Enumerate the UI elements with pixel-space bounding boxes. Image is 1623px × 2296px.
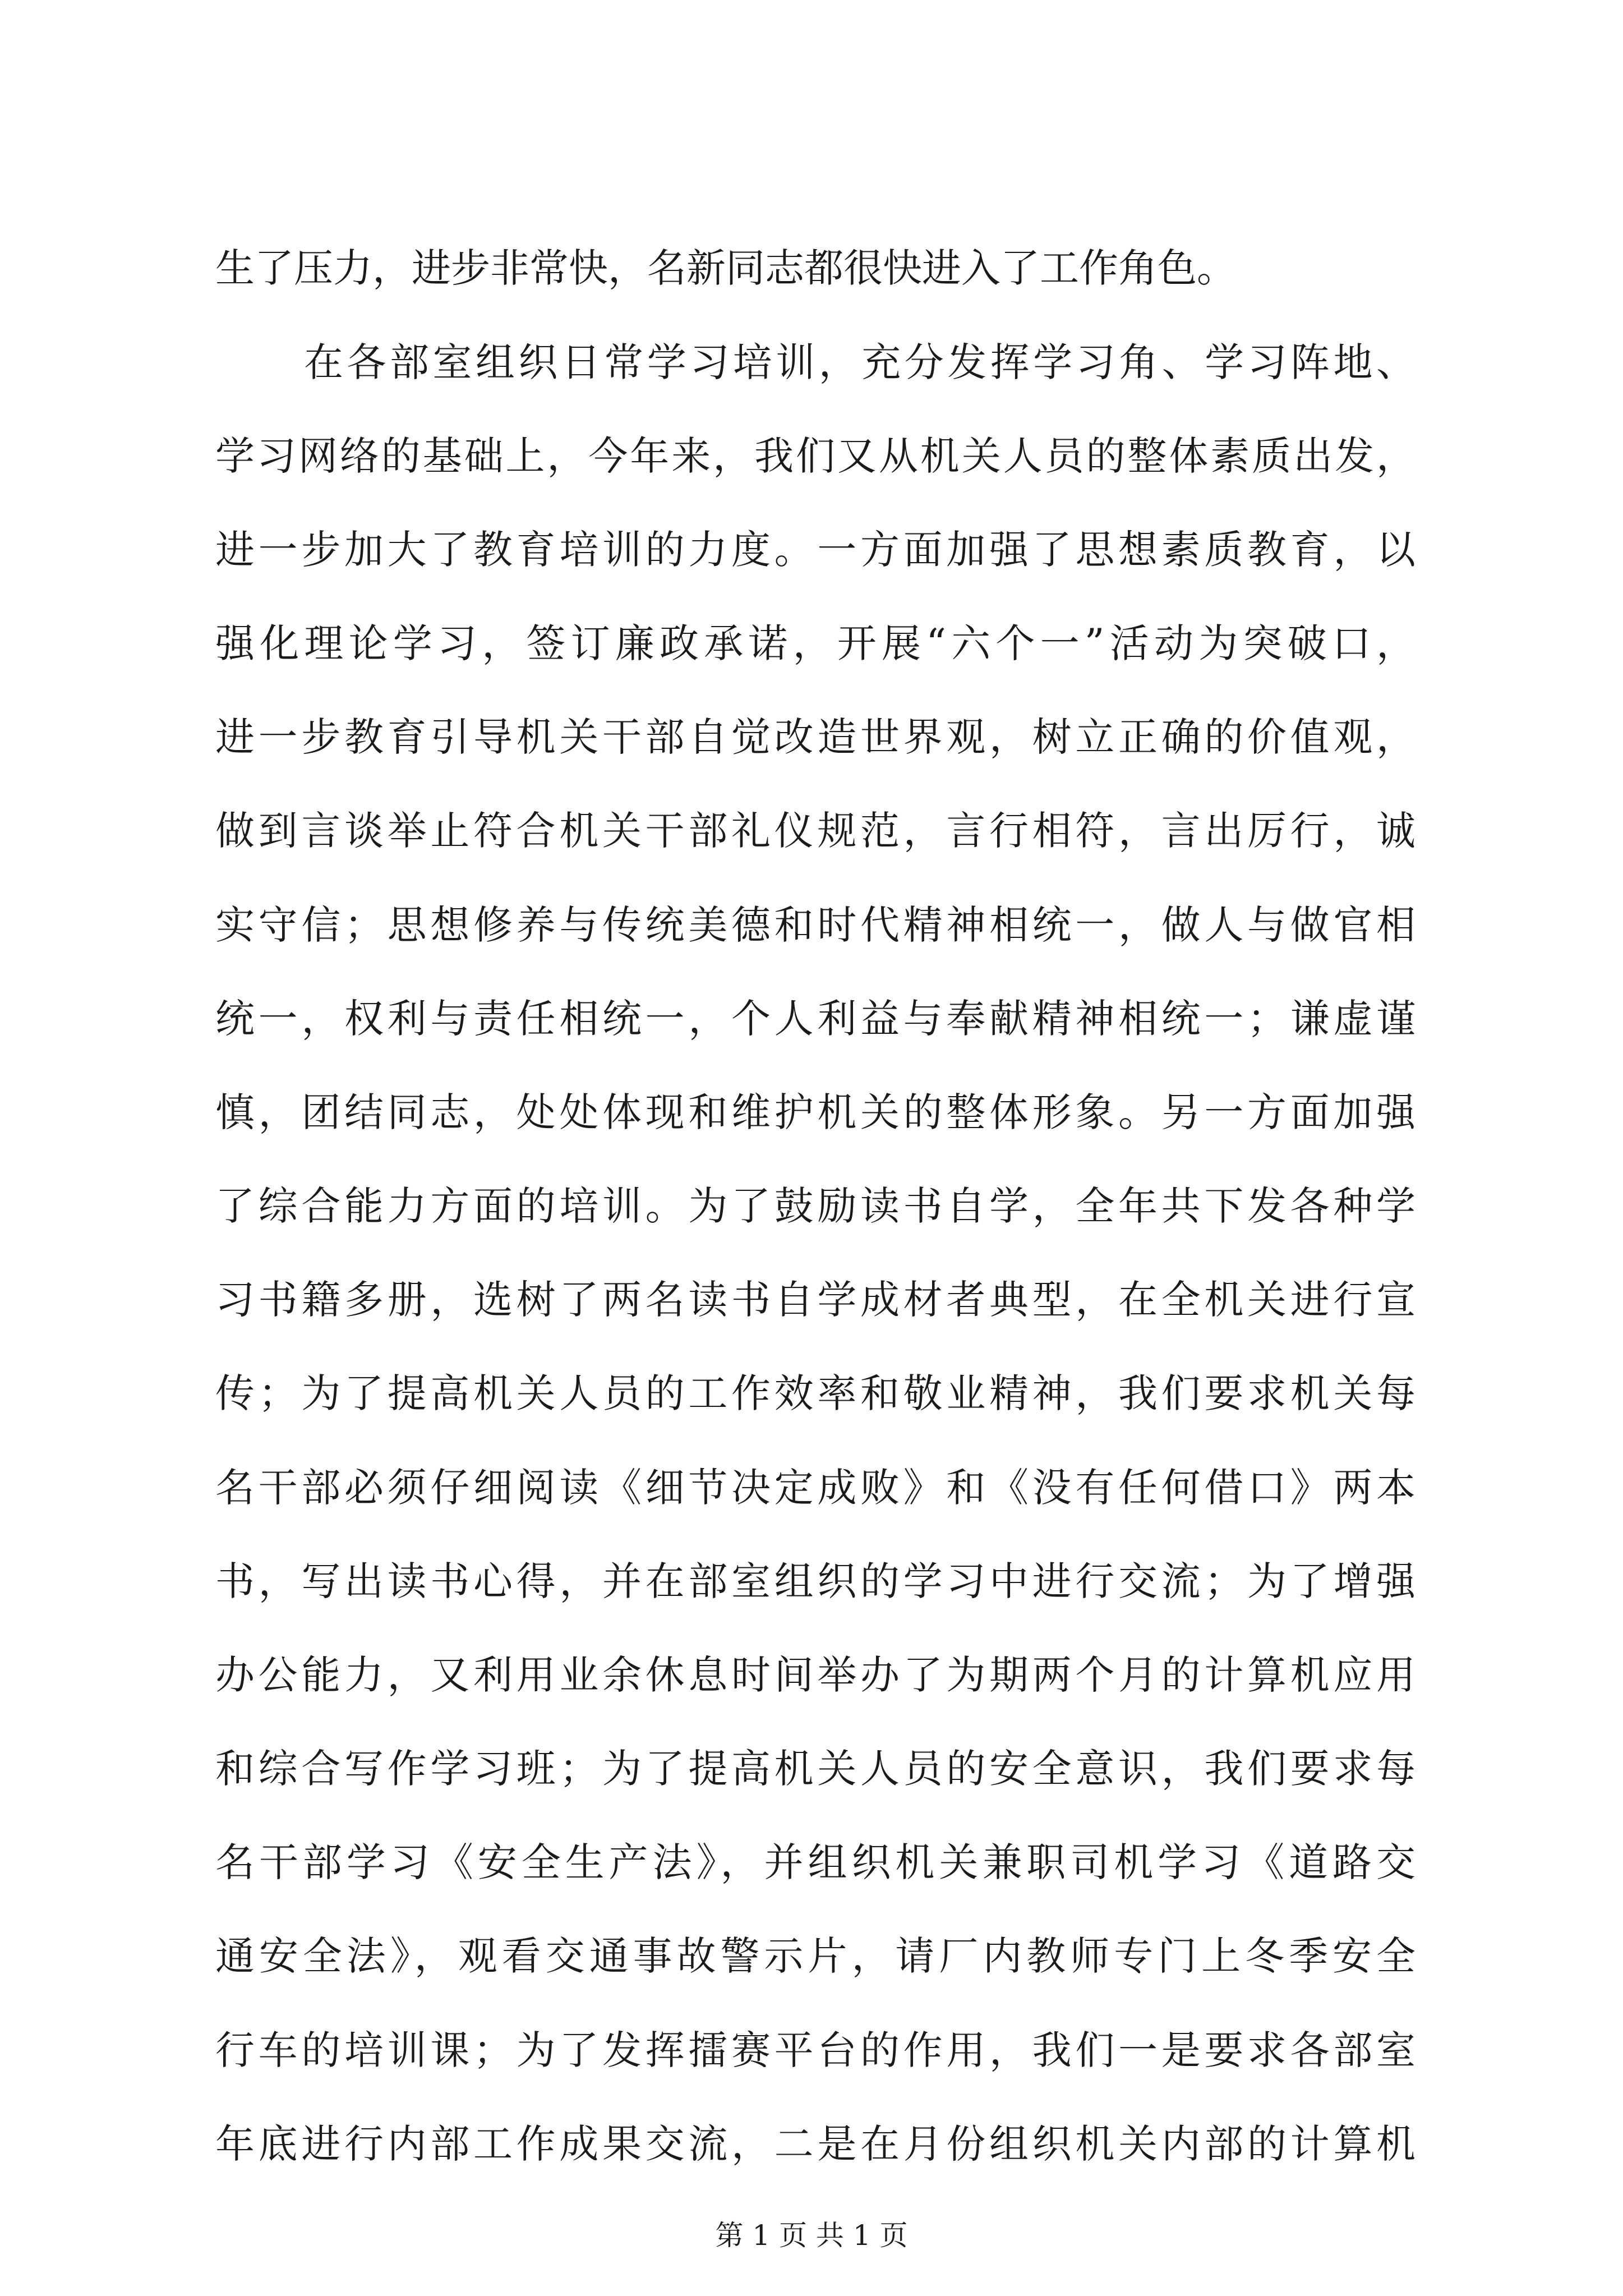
text-line-11: 了综合能力方面的培训。为了鼓励读书自学，全年共下发各种学 <box>215 1183 1415 1229</box>
text-line-7: 做到言谈举止符合机关干部礼仪规范，言行相符，言出厉行，诚 <box>215 808 1415 854</box>
text-line-4: 进一步加大了教育培训的力度。一方面加强了思想素质教育，以 <box>215 527 1415 573</box>
page-footer: 第 1 页 共 1 页 <box>715 2219 908 2252</box>
text-line-8: 实守信；思想修养与传统美德和时代精神相统一，做人与做官相 <box>215 902 1415 948</box>
text-line-6: 进一步教育引导机关干部自觉改造世界观，树立正确的价值观， <box>215 714 1415 760</box>
text-line-3: 学习网络的基础上，今年来，我们又从机关人员的整体素质出发， <box>215 433 1415 479</box>
text-line-20: 行车的培训课；为了发挥擂赛平台的作用，我们一是要求各部室 <box>215 2027 1415 2073</box>
text-line-14: 名干部必须仔细阅读《细节决定成败》和《没有任何借口》两本 <box>215 1465 1415 1511</box>
text-line-13: 传；为了提高机关人员的工作效率和敬业精神，我们要求机关每 <box>215 1370 1415 1416</box>
paragraph-first-line: 在各部室组织日常学习培训，充分发挥学习角、学习阵地、 <box>304 339 1415 385</box>
text-line-21: 年底进行内部工作成果交流，二是在月份组织机关内部的计算机 <box>215 2121 1415 2167</box>
text-line-16: 办公能力，又利用业余休息时间举办了为期两个月的计算机应用 <box>215 1652 1415 1698</box>
text-line-1: 生了压力，进步非常快，名新同志都很快进入了工作角色。 <box>215 245 1236 291</box>
text-line-10: 慎，团结同志，处处体现和维护机关的整体形象。另一方面加强 <box>215 1089 1415 1135</box>
text-line-19: 通安全法》，观看交通事故警示片，请厂内教师专门上冬季安全 <box>215 1933 1415 1979</box>
text-line-15: 书，写出读书心得，并在部室组织的学习中进行交流；为了增强 <box>215 1558 1415 1604</box>
text-line-5: 强化理论学习，签订廉政承诺，开展“六个一”活动为突破口， <box>215 620 1415 666</box>
text-line-17: 和综合写作学习班；为了提高机关人员的安全意识，我们要求每 <box>215 1746 1415 1792</box>
text-line-9: 统一，权利与责任相统一，个人利益与奉献精神相统一；谦虚谨 <box>215 996 1415 1042</box>
text-line-18: 名干部学习《安全生产法》，并组织机关兼职司机学习《道路交 <box>215 1839 1415 1885</box>
text-line-12: 习书籍多册，选树了两名读书自学成材者典型，在全机关进行宣 <box>215 1277 1415 1323</box>
